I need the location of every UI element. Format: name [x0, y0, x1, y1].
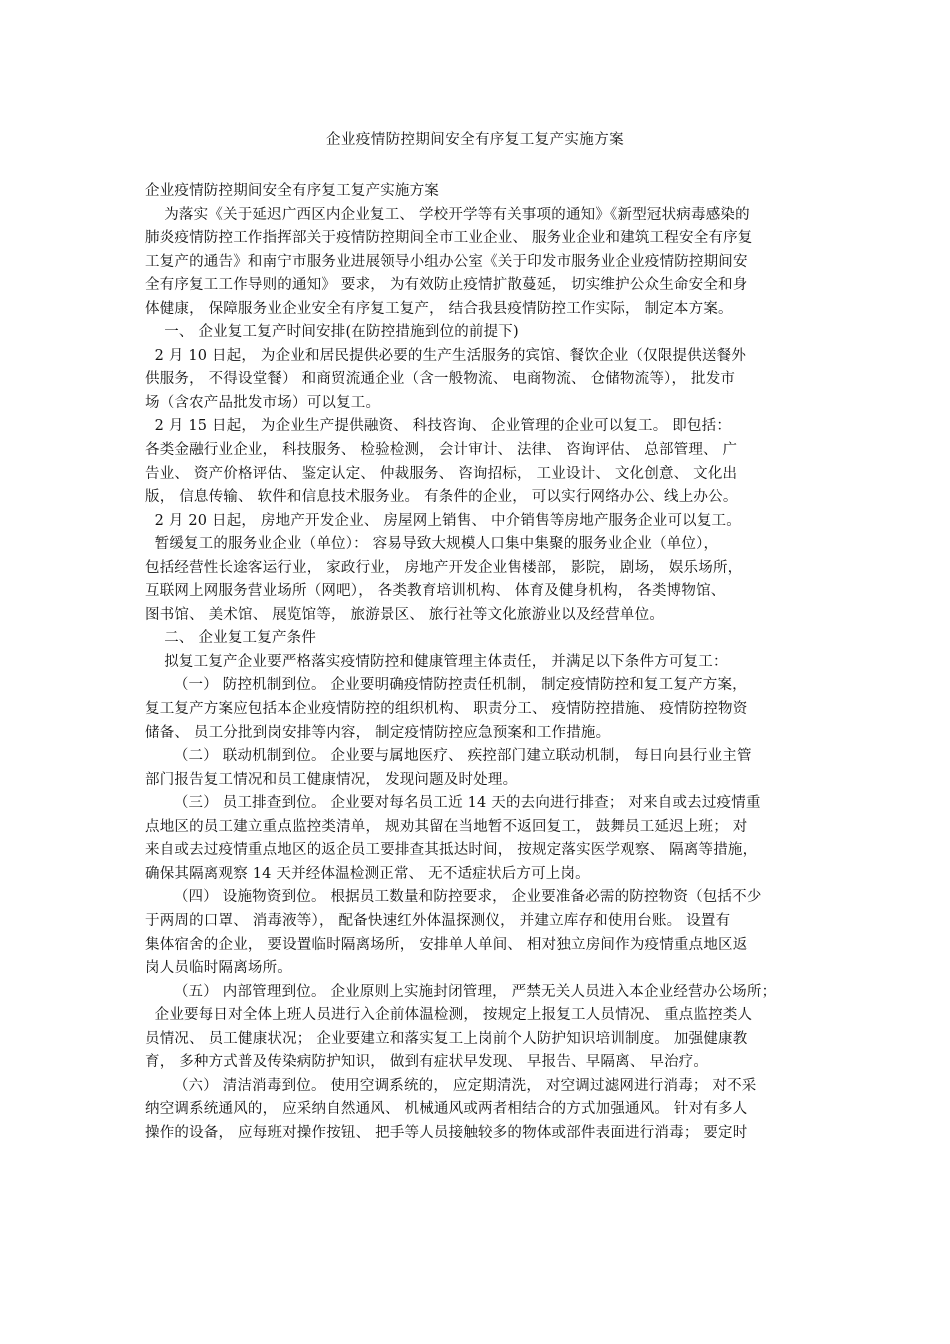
- body-line: 2 月 10 日起， 为企业和居民提供必要的生产生活服务的宾馆、餐饮企业（仅限提供送餐外: [145, 347, 747, 364]
- body-line: 各类金融行业企业， 科技服务、 检验检测， 会计审计、 法律、 咨询评估、 总部管理、 广: [145, 442, 738, 459]
- body-line: 互联网上网服务营业场所（网吧）， 各类教育培训机构、 体育及健身机构， 各类博物馆、: [145, 583, 726, 600]
- body-line: 确保其隔离观察 14 天并经体温检测正常、 无不适症状后方可上岗。: [145, 865, 590, 882]
- body-line: 集体宿舍的企业， 要设置临时隔离场所， 安排单人单间、 相对独立房间作为疫情重点地区返: [145, 936, 748, 953]
- body-line: （三） 员工排查到位。 企业要对每名员工近 14 天的去向进行排查； 对来自或去过疫情重: [145, 795, 761, 812]
- body-line: 企业要每日对全体上班人员进行入企前体温检测， 按规定上报复工人员情况、 重点监控类人: [145, 1007, 753, 1024]
- body-line: 工复产的通告》和南宁市服务业进展领导小组办公室《关于印发市服务业企业疫情防控期间安: [145, 253, 748, 270]
- body-line: 2 月 20 日起， 房地产开发企业、 房屋网上销售、 中介销售等房地产服务企业可以复工。: [145, 512, 741, 529]
- body-line: 版， 信息传输、 软件和信息技术服务业。 有条件的企业， 可以实行网络办公、线上办公。: [145, 489, 738, 506]
- body-line: 肺炎疫情防控工作指挥部关于疫情防控期间全市工业企业、 服务业企业和建筑工程安全有序复: [145, 230, 753, 247]
- body-line: 体健康， 保障服务业企业安全有序复工复产， 结合我县疫情防控工作实际， 制定本方案。: [145, 300, 733, 317]
- document-body: [145, 180, 817, 1145]
- body-line: 操作的设备， 应每班对操作按钮、 把手等人员接触较多的物体或部件表面进行消毒； 要定时: [145, 1124, 748, 1141]
- body-line: 点地区的员工建立重点监控类清单， 规劝其留在当地暂不返回复工， 鼓舞员工延迟上班； 对: [145, 818, 748, 835]
- body-line: 拟复工复产企业要严格落实疫情防控和健康管理主体责任， 并满足以下条件方可复工：: [145, 653, 728, 670]
- body-line: （二） 联动机制到位。 企业要与属地医疗、 疾控部门建立联动机制， 每日向县行业主管: [145, 748, 752, 765]
- body-line: 供服务， 不得设堂餐） 和商贸流通企业（含一般物流、 电商物流、 仓储物流等）， 批发市: [145, 371, 736, 388]
- body-line: （四） 设施物资到位。 根据员工数量和防控要求， 企业要准备必需的防控物资（包括不少: [145, 889, 762, 906]
- body-line: （一） 防控机制到位。 企业要明确疫情防控责任机制， 制定疫情防控和复工复产方案，: [145, 677, 747, 694]
- body-line: （六） 清洁消毒到位。 使用空调系统的， 应定期清洗， 对空调过滤网进行消毒； 对不采: [145, 1077, 757, 1094]
- body-line: 于两周的口罩、 消毒液等）， 配备快速红外体温探测仪， 并建立库存和使用台账。 设置有: [145, 912, 731, 929]
- body-line: 一、 企业复工复产时间安排(在防控措施到位的前提下): [145, 324, 519, 341]
- body-line: 全有序复工工作导则的通知》 要求， 为有效防止疫情扩散蔓延， 切实维护公众生命安全和身: [145, 277, 748, 294]
- body-line: 企业疫情防控期间安全有序复工复产实施方案: [145, 183, 439, 199]
- body-line: 场（含农产品批发市场）可以复工。: [145, 394, 381, 411]
- body-line: 岗人员临时隔离场所。: [145, 960, 292, 977]
- body-line: 图书馆、 美术馆、 展览馆等， 旅游景区、 旅行社等文化旅游业以及经营单位。: [145, 606, 665, 623]
- body-line: 育， 多种方式普及传染病防护知识， 做到有症状早发现、 早报告、早隔离、 早治疗。: [145, 1054, 709, 1071]
- document-title: 企业疫情防控期间安全有序复工复产实施方案: [326, 132, 624, 148]
- body-line: 部门报告复工情况和员工健康情况， 发现问题及时处理。: [145, 771, 518, 788]
- body-line: 包括经营性长途客运行业， 家政行业， 房地产开发企业售楼部， 影院， 剧场， 娱乐场所，: [145, 559, 743, 576]
- body-line: 员情况、 员工健康状况； 企业要建立和落实复工上岗前个人防护知识培训制度。 加强健康教: [145, 1030, 748, 1047]
- body-line: 为落实《关于延迟广西区内企业复工、 学校开学等有关事项的通知》《新型冠状病毒感染的: [145, 206, 750, 223]
- body-line: 复工复产方案应包括本企业疫情防控的组织机构、 职责分工、 疫情防控措施、 疫情防控物资: [145, 701, 748, 718]
- body-line: 来自或去过疫情重点地区的返企员工要排查其抵达时间， 按规定落实医学观察、 隔离等措施，: [145, 842, 758, 859]
- body-line: 2 月 15 日起， 为企业生产提供融资、 科技咨询、 企业管理的企业可以复工。 即包括：: [145, 418, 732, 435]
- body-line: 纳空调系统通风的， 应采纳自然通风、 机械通风或两者相结合的方式加强通风。 针对有多人: [145, 1101, 748, 1118]
- body-line: 二、 企业复工复产条件: [145, 630, 317, 647]
- body-line: 告业、 资产价格评估、 鉴定认定、 仲裁服务、 咨询招标， 工业设计、 文化创意、 文化出: [145, 465, 738, 482]
- body-line: 储备、 员工分批到岗安排等内容， 制定疫情防控应急预案和工作措施。: [145, 724, 611, 741]
- body-line: （五） 内部管理到位。 企业原则上实施封闭管理， 严禁无关人员进入本企业经营办公场所；: [145, 983, 777, 1000]
- body-line: 暂缓复工的服务业企业（单位）： 容易导致大规模人口集中集聚的服务业企业（单位），: [145, 536, 719, 553]
